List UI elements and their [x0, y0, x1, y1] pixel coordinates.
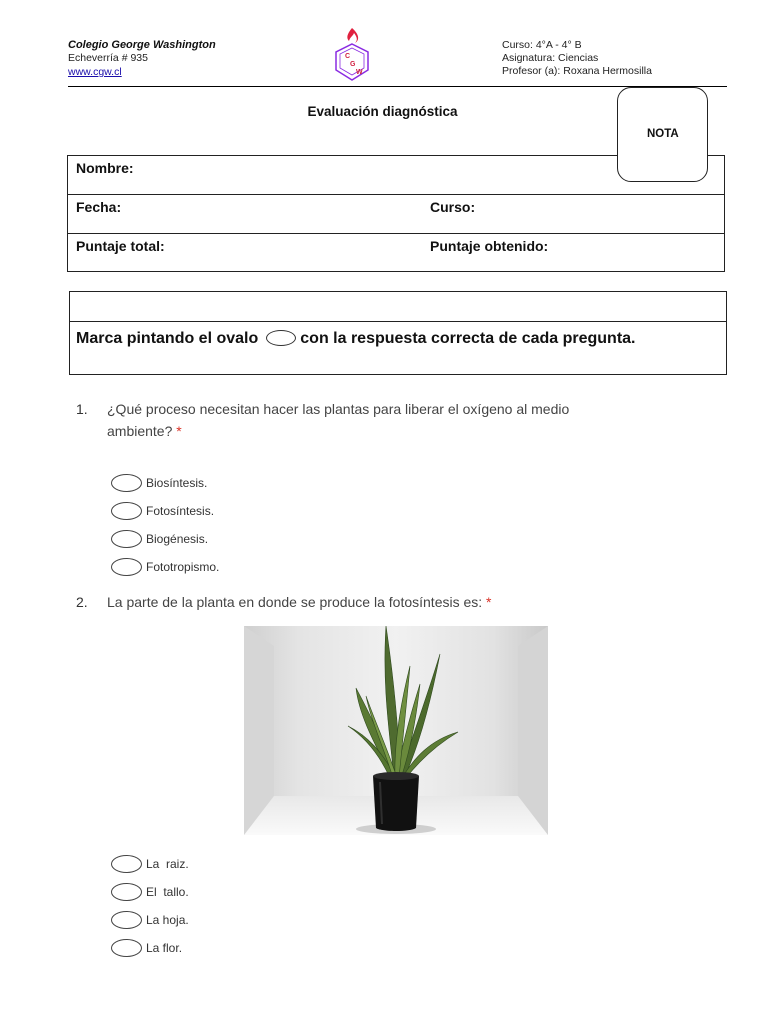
- instruction-text: [76, 330, 636, 348]
- answer-oval-icon[interactable]: [111, 883, 142, 901]
- school-website-link[interactable]: www.cgw.cl: [68, 66, 122, 78]
- school-name: Colegio George Washington: [68, 39, 216, 51]
- q1-option-biosintesis[interactable]: [111, 473, 207, 493]
- option-label: La flor.: [146, 941, 183, 955]
- required-asterisk: *: [486, 594, 492, 610]
- question-2-number: 2.: [76, 594, 88, 610]
- obtained-score-field-label: Puntaje obtenido:: [430, 238, 549, 254]
- option-label: La raiz.: [146, 857, 189, 871]
- example-oval-icon: [266, 330, 296, 346]
- logo-letter-w: W: [356, 69, 363, 76]
- course-field-label: Curso:: [430, 199, 476, 215]
- subject-info: Asignatura: Ciencias: [502, 52, 599, 64]
- answer-oval-icon[interactable]: [111, 502, 142, 520]
- teacher-info: Profesor (a): Roxana Hermosilla: [502, 65, 652, 77]
- answer-oval-icon[interactable]: [111, 530, 142, 548]
- course-info: Curso: 4°A - 4° B: [502, 39, 582, 51]
- option-label: Biogénesis.: [146, 532, 209, 546]
- answer-oval-icon[interactable]: [111, 474, 142, 492]
- school-address: Echeverría # 935: [68, 52, 148, 64]
- option-label: Fotosíntesis.: [146, 504, 215, 518]
- option-label: Fototropismo.: [146, 560, 220, 574]
- question-2-text: [107, 591, 667, 613]
- snake-plant-photo: [244, 626, 548, 835]
- table-divider: [67, 194, 725, 195]
- q1-option-fototropismo[interactable]: [111, 557, 219, 577]
- grade-label: NOTA: [647, 128, 679, 140]
- document-title: Evaluación diagnóstica: [307, 104, 458, 119]
- q1-option-biogenesis[interactable]: [111, 529, 208, 549]
- q2-option-tallo[interactable]: [111, 882, 189, 902]
- answer-oval-icon[interactable]: [111, 911, 142, 929]
- required-asterisk: *: [176, 423, 182, 439]
- question-1-line-1: ¿Qué proceso necesitan hacer las plantas para liberar el oxígeno al medio: [107, 401, 570, 417]
- total-score-field-label: Puntaje total:: [76, 238, 165, 254]
- answer-oval-icon[interactable]: [111, 558, 142, 576]
- instruction-before: Marca pintando el ovalo: [76, 330, 259, 347]
- question-1-text: [107, 398, 667, 442]
- question-2-line-1: La parte de la planta en donde se produce la fotosíntesis es:: [107, 594, 483, 610]
- logo-letter-g: G: [350, 61, 356, 68]
- option-label: La hoja.: [146, 913, 189, 927]
- question-1-line-2: [107, 420, 667, 442]
- q2-option-raiz[interactable]: [111, 854, 189, 874]
- answer-oval-icon[interactable]: [111, 939, 142, 957]
- question-1-line-2-text: ambiente?: [107, 423, 173, 439]
- q2-option-hoja[interactable]: [111, 910, 189, 930]
- school-logo-icon: [330, 24, 374, 84]
- logo-letter-c: C: [345, 53, 351, 60]
- option-label: Biosíntesis.: [146, 476, 208, 490]
- table-divider: [67, 233, 725, 234]
- q1-option-fotosintesis[interactable]: [111, 501, 214, 521]
- option-label: El tallo.: [146, 885, 189, 899]
- date-field-label: Fecha:: [76, 199, 122, 215]
- question-1-number: 1.: [76, 401, 88, 417]
- answer-oval-icon[interactable]: [111, 855, 142, 873]
- name-field-label: Nombre:: [76, 160, 134, 176]
- instruction-after: con la respuesta correcta de cada pregunta.: [300, 330, 636, 347]
- q2-option-flor[interactable]: [111, 938, 182, 958]
- instruction-divider: [69, 321, 727, 322]
